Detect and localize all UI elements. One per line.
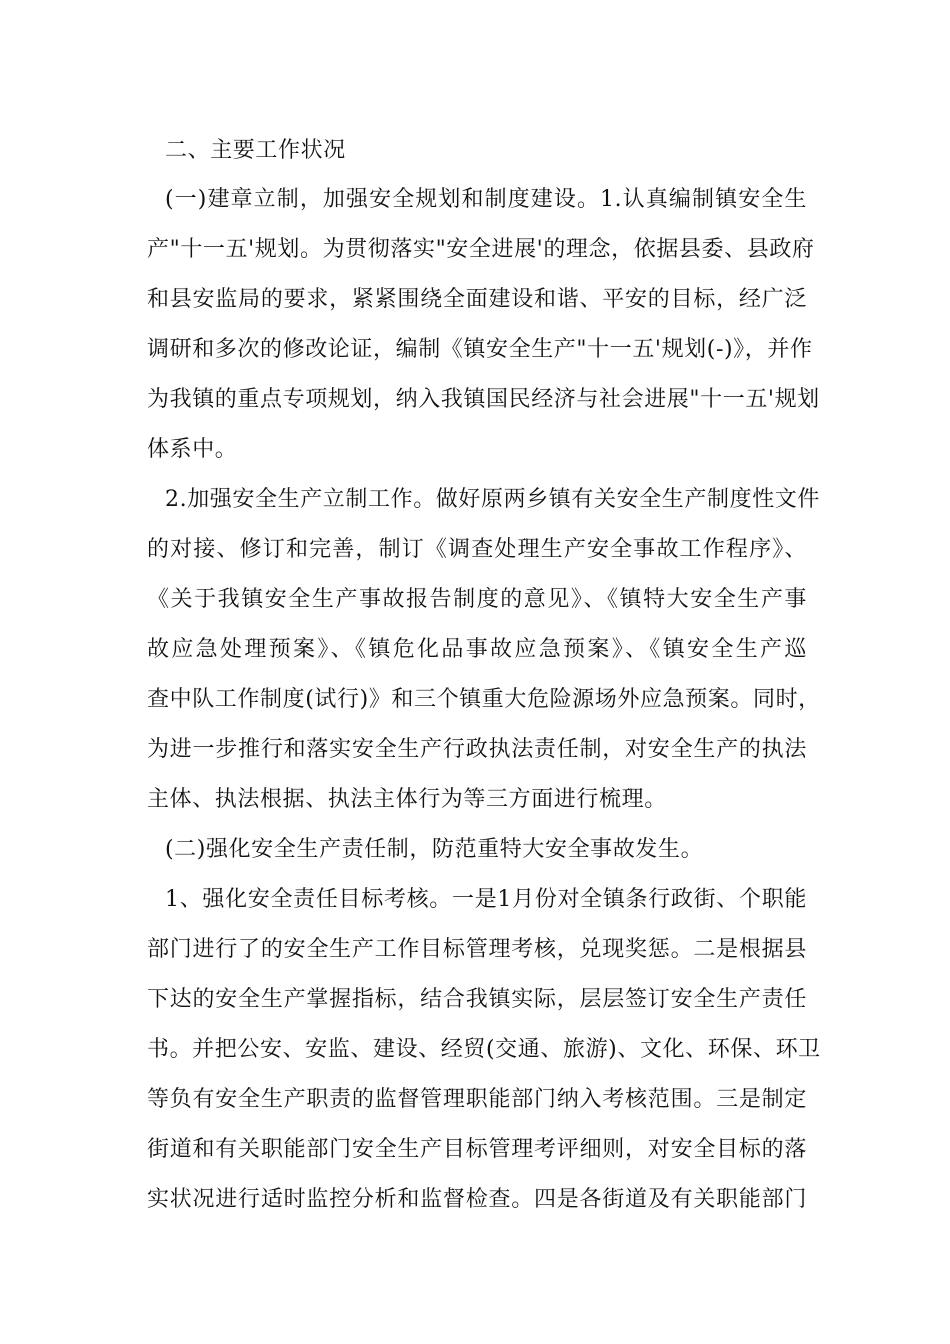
paragraph-line: 《关于我镇安全生产事故报告制度的意见》、《镇特大安全生产事	[147, 587, 807, 612]
paragraph-line: 和县安监局的要求，紧紧围绕全面建设和谐、平安的目标，经广泛	[147, 287, 807, 312]
paragraph-line: 书。并把公安、安监、建设、经贸(交通、旅游)、文化、环保、环卫	[147, 1037, 821, 1062]
paragraph-line: 调研和多次的修改论证，编制《镇安全生产"十一五'规划(-)》，并作	[147, 337, 813, 362]
paragraph-line: 产"十一五'规划。为贯彻落实"安全进展'的理念，依据县委、县政府	[147, 237, 815, 262]
paragraph-line: 实状况进行适时监控分析和监督检查。四是各街道及有关职能部门	[147, 1187, 807, 1212]
paragraph-line: 主体、执法根据、执法主体行为等三方面进行梳理。	[147, 787, 667, 812]
section-heading: (二)强化安全生产责任制，防范重特大安全事故发生。	[165, 837, 704, 862]
paragraph-line: 2.加强安全生产立制工作。做好原两乡镇有关安全生产制度性文件	[165, 487, 820, 512]
paragraph-line: 部门进行了的安全生产工作目标管理考核，兑现奖惩。二是根据县	[147, 937, 807, 962]
paragraph-line: 下达的安全生产掌握指标，结合我镇实际，层层签订安全生产责任	[147, 987, 807, 1012]
paragraph-line: 的对接、修订和完善，制订《调查处理生产安全事故工作程序》、	[147, 537, 807, 562]
paragraph-line: 等负有安全生产职责的监督管理职能部门纳入考核范围。三是制定	[147, 1087, 807, 1112]
section-heading: 二、主要工作状况	[165, 138, 346, 163]
paragraph-line: 故应急处理预案》、《镇危化品事故应急预案》、《镇安全生产巡	[147, 637, 807, 662]
paragraph-line: (一)建章立制，加强安全规划和制度建设。1.认真编制镇安全生	[165, 187, 807, 212]
paragraph-line: 1、强化安全责任目标考核。一是1月份对全镇条行政街、个职能	[165, 887, 807, 912]
paragraph-line: 体系中。	[147, 437, 238, 462]
paragraph-line: 为我镇的重点专项规划，纳入我镇国民经济与社会进展"十一五'规划	[147, 387, 820, 412]
paragraph-line: 街道和有关职能部门安全生产目标管理考评细则，对安全目标的落	[147, 1137, 807, 1162]
paragraph-line: 查中队工作制度(试行)》和三个镇重大危险源场外应急预案。同时，	[147, 687, 821, 712]
paragraph-line: 为进一步推行和落实安全生产行政执法责任制，对安全生产的执法	[147, 737, 807, 762]
